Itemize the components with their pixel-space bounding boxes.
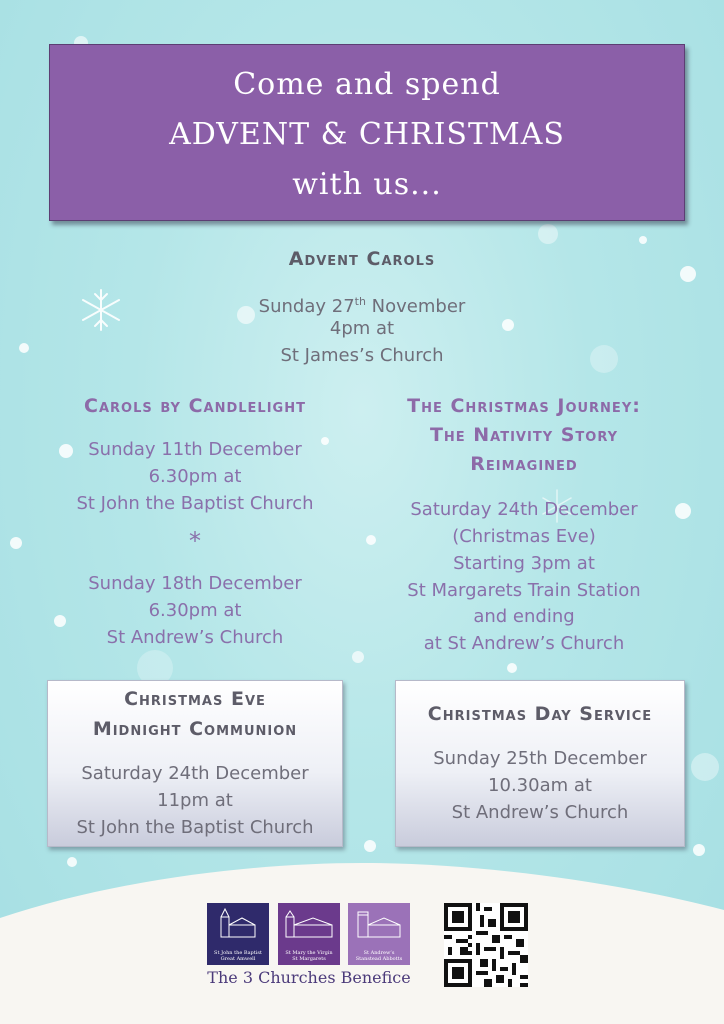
- advent-carols-time: 4pm at: [329, 318, 395, 339]
- advent-carols-venue: St James’s Church: [280, 345, 444, 366]
- journey-heading-line-3: Reimagined: [470, 453, 578, 475]
- journey-line-2: (Christmas Eve): [452, 526, 596, 547]
- journey-line-1: Saturday 24th December: [410, 499, 638, 520]
- journey-heading-line-1: The Christmas Journey:: [407, 395, 641, 417]
- christmas-day-venue: St Andrew’s Church: [451, 802, 629, 823]
- date-superscript: th: [354, 295, 366, 308]
- logo-st-andrew-line-1: St Andrew’s: [363, 950, 395, 956]
- candlelight-heading: Carols by Candlelight: [84, 395, 306, 417]
- journey-line-6: at St Andrew’s Church: [423, 633, 625, 654]
- journey-heading-line-2: The Nativity Story: [429, 424, 619, 446]
- banner-line-3: with us...: [292, 167, 442, 202]
- advent-carols-date-text: Sunday 27: [258, 296, 355, 317]
- logo-st-mary-label: [278, 950, 340, 962]
- christmas-day-time: 10.30am at: [488, 775, 592, 796]
- journey-line-5: and ending: [473, 606, 575, 627]
- candlelight-venue-2: St Andrew’s Church: [106, 627, 284, 648]
- logo-st-john-line-1: St John the Baptist: [214, 950, 262, 956]
- candlelight-time-2: 6.30pm at: [148, 600, 242, 621]
- church-icon: [207, 903, 269, 943]
- logo-st-mary-line-2: St Margarets: [292, 956, 326, 962]
- advent-carols-month: November: [365, 296, 466, 317]
- benefice-name: The 3 Churches Benefice: [207, 968, 411, 987]
- midnight-date: Saturday 24th December: [81, 763, 309, 784]
- midnight-venue: St John the Baptist Church: [76, 817, 314, 838]
- logo-st-john-line-2: Great Amwell: [220, 956, 256, 962]
- midnight-time: 11pm at: [157, 790, 233, 811]
- midnight-heading-line-2: Midnight Communion: [92, 718, 298, 740]
- christmas-day-date: Sunday 25th December: [433, 748, 647, 769]
- candlelight-venue-1: St John the Baptist Church: [76, 493, 314, 514]
- journey-line-3: Starting 3pm at: [453, 553, 595, 574]
- church-icon: [278, 903, 340, 943]
- christmas-day-heading: Christmas Day Service: [427, 703, 653, 725]
- journey-line-4: St Margarets Train Station: [407, 580, 641, 601]
- logo-st-andrew-line-2: Stanstead Abbotts: [355, 956, 403, 962]
- candlelight-separator: *: [189, 527, 201, 555]
- banner-line-1: Come and spend: [233, 67, 501, 102]
- advent-carols-heading: Advent Carols: [288, 248, 436, 270]
- logo-st-andrew: [348, 903, 410, 965]
- candlelight-date-2: Sunday 18th December: [88, 573, 302, 594]
- logo-st-john: [207, 903, 269, 965]
- qr-code[interactable]: [444, 903, 528, 987]
- title-banner: [49, 44, 685, 221]
- banner-line-2: ADVENT & CHRISTMAS: [169, 117, 565, 152]
- midnight-heading-line-1: Christmas Eve: [124, 688, 266, 710]
- logo-st-john-label: [207, 950, 269, 962]
- logo-st-mary: [278, 903, 340, 965]
- logo-st-mary-line-1: St Mary the Virgin: [285, 950, 333, 956]
- candlelight-time-1: 6.30pm at: [148, 466, 242, 487]
- snowflake-icon: [83, 290, 119, 330]
- logo-st-andrew-label: [348, 950, 410, 962]
- candlelight-date-1: Sunday 11th December: [88, 439, 302, 460]
- church-icon: [348, 903, 410, 943]
